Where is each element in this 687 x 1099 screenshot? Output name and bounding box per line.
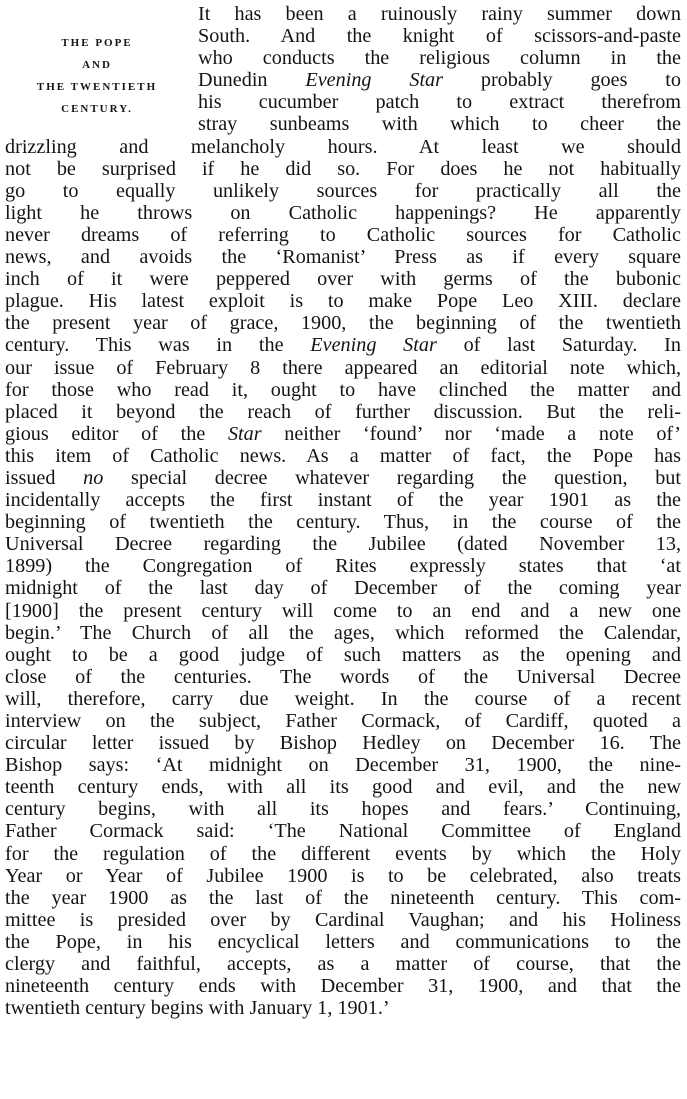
- text-line: midnight of the last day of December of the coming year: [5, 577, 681, 600]
- text-line: mittee is presided over by Cardinal Vaughan; and his Holiness: [5, 908, 681, 931]
- text-line: beginning of twentieth the century. Thus, in the course of the: [5, 511, 681, 534]
- text-line: issued no special decree whatever regarding the question, but: [5, 466, 682, 489]
- text-line: It has been a ruinously rainy summer down: [198, 3, 681, 25]
- text-line: our issue of February 8 there appeared an editorial note which,: [5, 356, 681, 379]
- text-line: inch of it were peppered over with germs of the bubonic: [5, 268, 681, 291]
- text-line: begin.’ The Church of all the ages, which reformed the Calendar,: [5, 621, 681, 644]
- text-line: Dunedin Evening Star probably goes to: [198, 69, 682, 92]
- italic-text: Evening Star: [310, 334, 437, 357]
- text-line: not be surprised if he did so. For does he not habitually: [5, 157, 681, 180]
- text-line: for those who read it, ought to have clinched the matter and: [5, 378, 681, 401]
- text-line: Universal Decree regarding the Jubilee (dated November 13,: [5, 533, 681, 556]
- side-heading-line: THE POPE: [61, 37, 133, 49]
- text-line: stray sunbeams with which to cheer the: [198, 113, 681, 136]
- text-line: go to equally unlikely sources for practically all the: [5, 179, 681, 202]
- text-line: news, and avoids the ‘Romanist’ Press as if every square: [5, 246, 681, 269]
- text-line: South. And the knight of scissors-and-paste: [198, 25, 681, 48]
- side-heading-line: THE TWENTIETH: [36, 81, 158, 93]
- text-line: the year 1900 as the last of the nineteenth century. This com-: [5, 886, 681, 909]
- text-line: his cucumber patch to extract therefrom: [198, 91, 681, 114]
- text-line: plague. His latest exploit is to make Pope Leo XIII. declare: [5, 290, 681, 313]
- text-line: Bishop says: ‘At midnight on December 31, 1900, the nine-: [5, 754, 681, 777]
- side-heading-line: CENTURY.: [61, 103, 133, 115]
- italic-text: no: [83, 466, 104, 489]
- text-line: light he throws on Catholic happenings? He apparently: [5, 201, 681, 224]
- text-line: drizzling and melancholy hours. At least we should: [5, 135, 681, 158]
- text-line: ought to be a good judge of such matters as the opening and: [5, 643, 681, 666]
- text-line: century. This was in the Evening Star of last Saturday. In: [5, 334, 681, 357]
- text-line: interview on the subject, Father Cormack, of Cardiff, quoted a: [5, 710, 681, 732]
- italic-text: Evening Star: [305, 69, 444, 92]
- text-line: century begins, with all its hopes and fears.’ Continuing,: [5, 798, 681, 821]
- text-line: will, therefore, carry due weight. In the course of a recent: [5, 687, 681, 710]
- article-body: [5, 3, 681, 1019]
- text-line: Year or Year of Jubilee 1900 is to be celebrated, also treats: [5, 864, 681, 887]
- text-line: gious editor of the Star neither ‘found’ nor ‘made a note of’: [5, 422, 681, 445]
- text-line: 1899) the Congregation of Rites expressly states that ‘at: [5, 555, 681, 578]
- text-line: placed it beyond the reach of further discussion. But the reli-: [5, 400, 681, 423]
- text-line: teenth century ends, with all its good and evil, and the new: [5, 776, 681, 799]
- text-line: nineteenth century ends with December 31, 1900, and that the: [5, 975, 681, 998]
- text-line: the present year of grace, 1900, the beginning of the twentieth: [5, 312, 681, 335]
- text-line: who conducts the religious column in the: [198, 47, 681, 70]
- text-line: twentieth century begins with January 1, 1901.’: [5, 997, 390, 1020]
- text-line: never dreams of referring to Catholic sources for Catholic: [5, 223, 681, 246]
- text-line: Father Cormack said: ‘The National Committee of England: [5, 820, 681, 843]
- text-line: incidentally accepts the first instant of the year 1901 as the: [5, 489, 681, 512]
- italic-text: Star: [227, 422, 262, 445]
- side-heading-line: AND: [82, 59, 112, 71]
- text-line: [1900] the present century will come to an end and a new one: [5, 599, 681, 622]
- text-line: clergy and faithful, accepts, as a matter of course, that the: [5, 953, 681, 976]
- text-line: close of the centuries. The words of the Universal Decree: [5, 665, 681, 688]
- text-line: the Pope, in his encyclical letters and communications to the: [5, 930, 681, 953]
- text-line: this item of Catholic news. As a matter of fact, the Pope has: [5, 444, 681, 467]
- text-line: circular letter issued by Bishop Hedley on December 16. The: [5, 732, 681, 755]
- text-line: for the regulation of the different events by which the Holy: [5, 842, 681, 865]
